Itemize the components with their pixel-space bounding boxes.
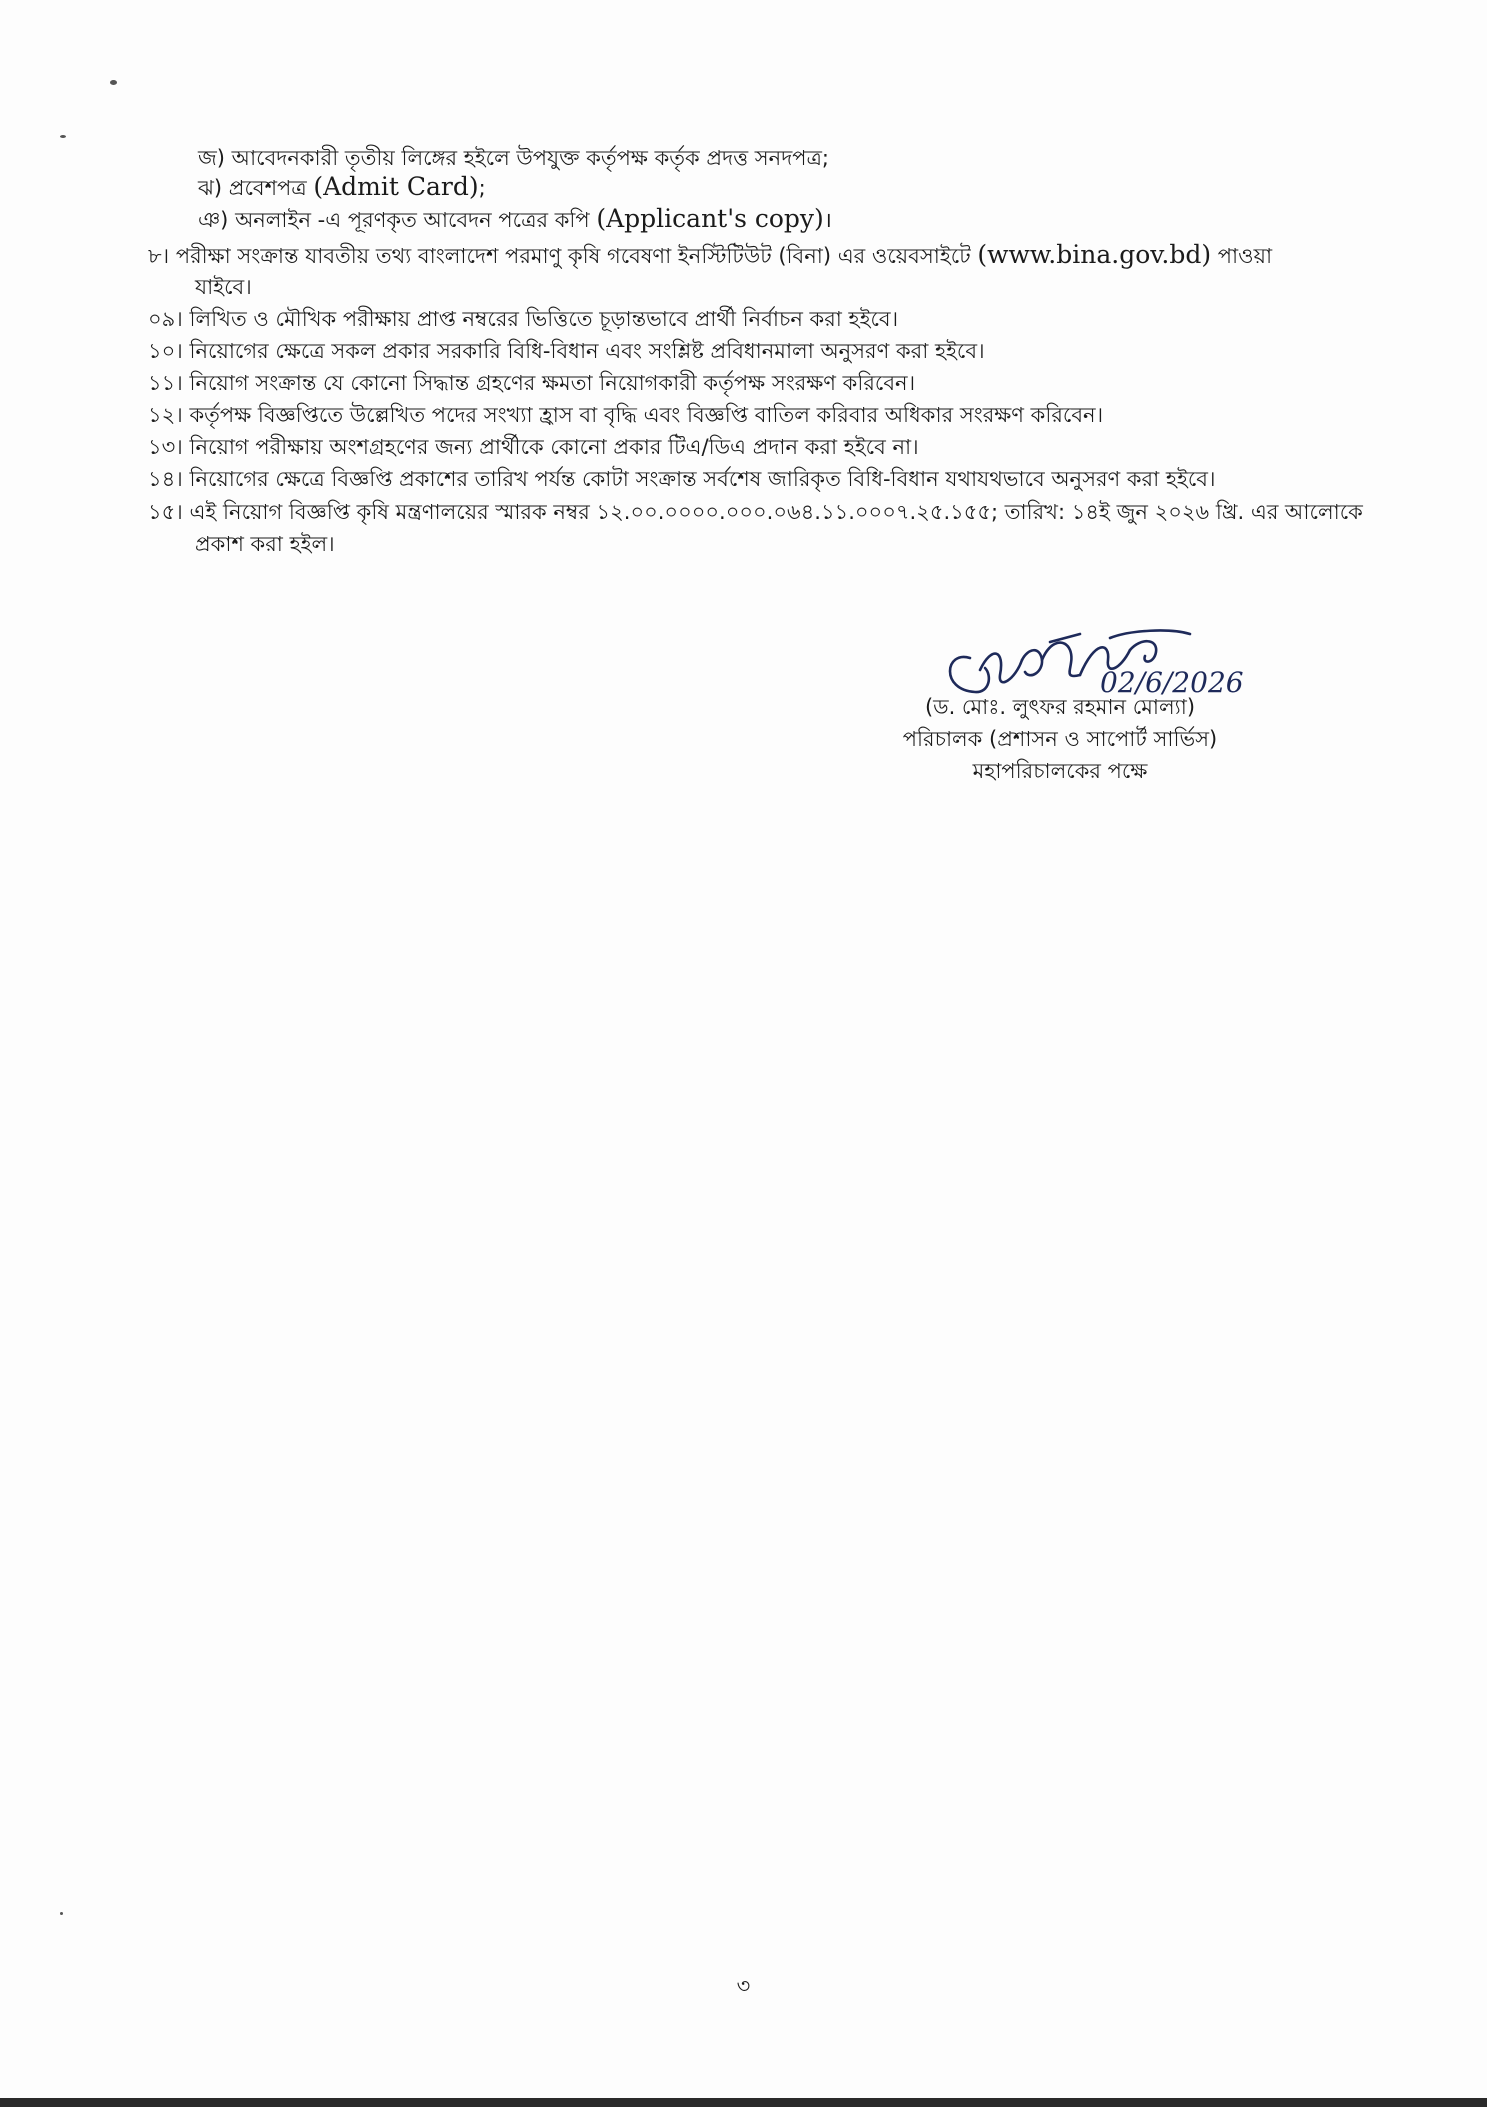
sub-item-text: আবেদনকারী তৃতীয় লিঙ্গের হইলে উপযুক্ত কর্তৃপক্ষ কর্তৃক প্রদত্ত সনদপত্র; bbox=[231, 146, 830, 170]
item-text: নিয়োগ পরীক্ষায় অংশগ্রহণের জন্য প্রার্থীকে কোনো প্রকার টিএ/ডিএ প্রদান করা হইবে না। bbox=[189, 435, 919, 459]
sub-item-text: প্রবেশপত্র bbox=[228, 176, 314, 200]
item-text-tail: পাওয়া bbox=[1211, 244, 1273, 268]
scan-speck bbox=[110, 80, 117, 85]
item-11 bbox=[148, 368, 915, 398]
item-text: নিয়োগ সংক্রান্ত যে কোনো সিদ্ধান্ত গ্রহণের ক্ষমতা নিয়োগকারী কর্তৃপক্ষ সংরক্ষণ করিবেন। bbox=[189, 371, 916, 395]
scan-speck bbox=[60, 135, 66, 138]
item-text: পরীক্ষা সংক্রান্ত যাবতীয় তথ্য বাংলাদেশ পরমাণু কৃষি গবেষণা ইনস্টিটিউট (বিনা) এর ওয়েবসাইটে bbox=[175, 244, 978, 268]
item-text: কর্তৃপক্ষ বিজ্ঞপ্তিতে উল্লেখিত পদের সংখ্যা হ্রাস বা বৃদ্ধি এবং বিজ্ঞপ্তি বাতিল করিবার অধিকার সংরক্ষণ করিবেন। bbox=[189, 403, 1104, 427]
handwritten-date: 02/6/2026 bbox=[1100, 666, 1244, 699]
sub-item-applicant-copy bbox=[198, 204, 832, 235]
sub-item-text: অনলাইন -এ পূরণকৃত আবেদন পত্রের কপি bbox=[235, 208, 597, 232]
on-behalf-note: মহাপরিচালকের পক্ষে bbox=[972, 759, 1148, 783]
item-10 bbox=[148, 336, 985, 366]
item-text: লিখিত ও মৌখিক পরীক্ষায় প্রাপ্ত নম্বরের ভিত্তিতে চূড়ান্তভাবে প্রার্থী নির্বাচন করা হইবে। bbox=[189, 307, 899, 331]
sub-item-marker: জ) bbox=[198, 146, 225, 170]
item-number: ১৩। bbox=[148, 435, 183, 459]
sub-item-marker: ঝ) bbox=[198, 176, 223, 200]
website-url: (www.bina.gov.bd) bbox=[977, 240, 1212, 269]
item-text: নিয়োগের ক্ষেত্রে সকল প্রকার সরকারি বিধি-বিধান এবং সংশ্লিষ্ট প্রবিধানমালা অনুসরণ করা হইবে। bbox=[189, 339, 985, 363]
item-8-continuation: যাইবে। bbox=[195, 275, 252, 299]
item-14 bbox=[148, 464, 1215, 494]
item-number: ১৪। bbox=[148, 467, 183, 491]
signature-block bbox=[830, 620, 1290, 800]
applicant-copy-label: (Applicant's copy) bbox=[596, 204, 824, 233]
item-15-continuation: প্রকাশ করা হইল। bbox=[195, 532, 335, 556]
item-text: এই নিয়োগ বিজ্ঞপ্তি কৃষি মন্ত্রণালয়ের স্মারক নম্বর ১২.০০.০০০০.০০০.০৬৪.১১.০০০৭.২৫.১৫৫; তারিখ: ১৪ই জুন ২০২৬ খ্রি. এর আলোকে bbox=[189, 500, 1363, 524]
sub-item-punct: । bbox=[823, 208, 832, 232]
item-number: ১০। bbox=[148, 339, 183, 363]
item-15 bbox=[148, 497, 1363, 527]
sub-item-marker: ঞ) bbox=[198, 208, 229, 232]
item-12 bbox=[148, 400, 1103, 430]
admit-card-label: (Admit Card) bbox=[313, 172, 479, 201]
signatory-name: (ড. মোঃ. লুৎফর রহমান মোল্যা) bbox=[924, 695, 1196, 719]
item-number: ০৯। bbox=[148, 307, 183, 331]
item-number: ১৫। bbox=[148, 500, 183, 524]
item-text: নিয়োগের ক্ষেত্রে বিজ্ঞপ্তি প্রকাশের তারিখ পর্যন্ত কোটা সংক্রান্ত সর্বশেষ জারিকৃত বিধি-বিধান যথাযথভাবে অনুসরণ করা হইবে। bbox=[189, 467, 1216, 491]
sub-item-jha-1 bbox=[198, 143, 829, 173]
scan-bottom-edge bbox=[0, 2098, 1487, 2107]
signatory-designation: পরিচালক (প্রশাসন ও সাপোর্ট সার্ভিস) bbox=[902, 727, 1218, 751]
item-13 bbox=[148, 432, 919, 462]
item-8 bbox=[148, 240, 1272, 271]
sub-item-punct: ; bbox=[478, 176, 486, 200]
item-9 bbox=[148, 304, 898, 334]
item-number: ১২। bbox=[148, 403, 183, 427]
sub-item-admit-card bbox=[198, 172, 486, 203]
scan-speck bbox=[60, 1912, 63, 1915]
page-number: ৩ bbox=[736, 1974, 751, 1998]
item-number: ১১। bbox=[148, 371, 183, 395]
item-number: ৮। bbox=[148, 244, 170, 268]
